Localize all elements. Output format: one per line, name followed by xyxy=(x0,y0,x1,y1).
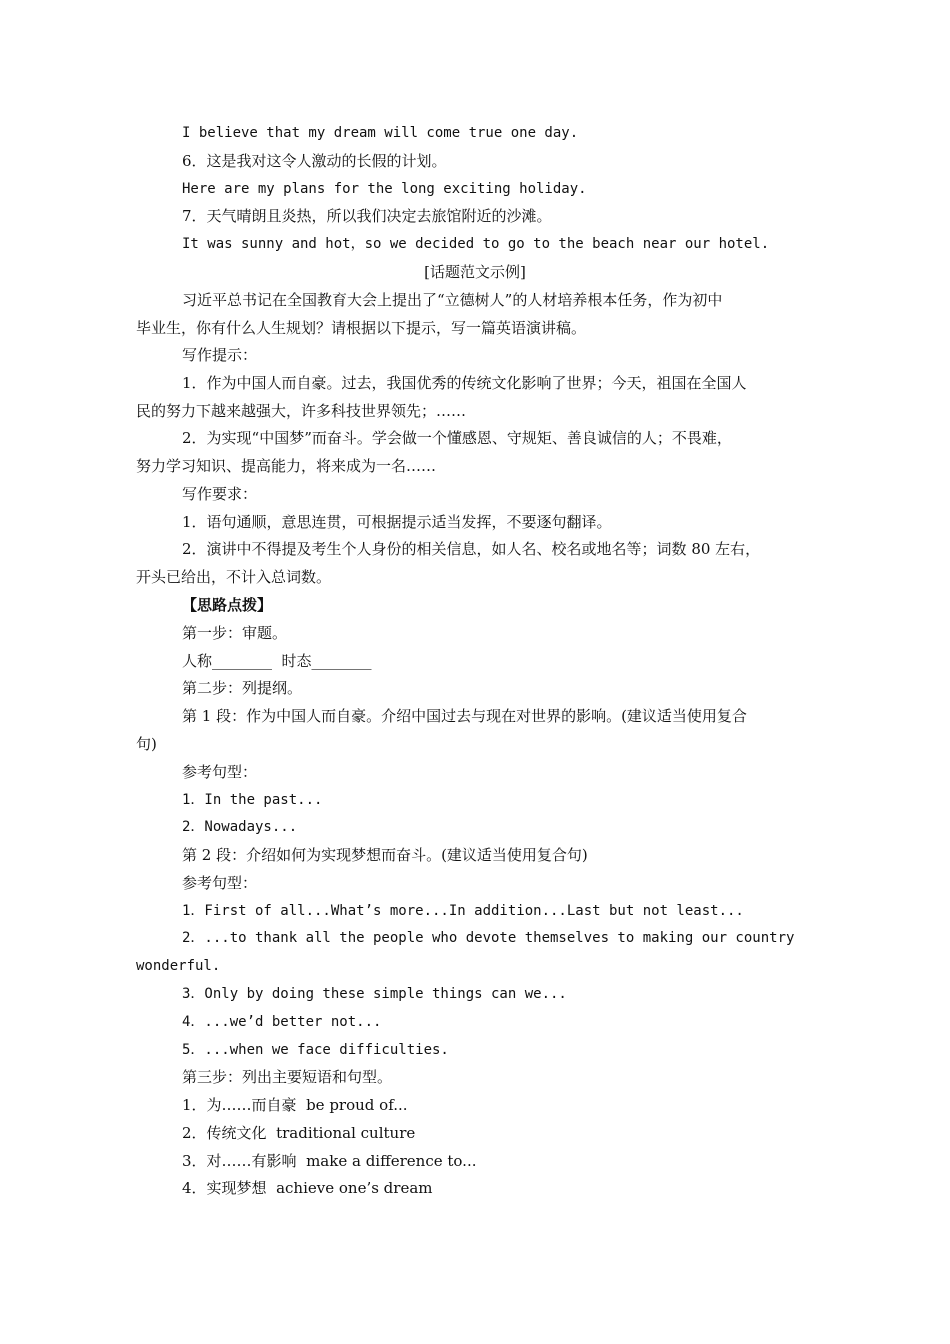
text-line: 1．In the past... xyxy=(182,792,323,808)
text-line: 参考句型： xyxy=(182,874,258,892)
text-line: 写作要求： xyxy=(182,485,258,503)
text-line: 第 2 段：介绍如何为实现梦想而奋斗。(建议适当使用复合句) xyxy=(182,846,588,864)
text-line: 1．First of all...What’s more...In addition...Last but not least... xyxy=(182,903,744,919)
text-line: 2．Nowadays... xyxy=(182,819,298,835)
text-line: 第 1 段：作为中国人而自豪。介绍中国过去与现在对世界的影响。(建议适当使用复合 xyxy=(182,707,747,725)
text-line: 1．语句通顺，意思连贯，可根据提示适当发挥，不要逐句翻译。 xyxy=(182,513,612,531)
text-line: 句) xyxy=(136,735,157,753)
text-line: wonderful. xyxy=(136,958,221,974)
text-line: 3．对……有影响 make a difference to... xyxy=(182,1152,477,1170)
section-label: 【思路点拨】 xyxy=(182,596,273,614)
text-line: Here are my plans for the long exciting holiday. xyxy=(182,181,587,197)
text-line: 4．实现梦想 achieve one’s dream xyxy=(182,1179,433,1197)
text-line: 6．这是我对这令人激动的长假的计划。 xyxy=(182,152,447,170)
text-line: 2．传统文化 traditional culture xyxy=(182,1124,416,1142)
text-line: 第二步：列提纲。 xyxy=(182,679,303,697)
text-line: 7．天气晴朗且炎热，所以我们决定去旅馆附近的沙滩。 xyxy=(182,207,552,225)
text-line: 2．...to thank all the people who devote themselves to making our country xyxy=(182,930,795,946)
text-line: 参考句型： xyxy=(182,763,258,781)
text-line: 习近平总书记在全国教育大会上提出了“立德树人”的人材培养根本任务，作为初中 xyxy=(182,291,723,309)
text-line: 第一步：审题。 xyxy=(182,624,288,642)
text-line: 毕业生，你有什么人生规划？请根据以下提示，写一篇英语演讲稿。 xyxy=(136,319,587,337)
text-line: I believe that my dream will come true one day. xyxy=(182,125,579,141)
section-heading: [话题范文示例] xyxy=(424,263,526,281)
text-line: 2．为实现“中国梦”而奋斗。学会做一个懂感恩、守规矩、善良诚信的人；不畏难， xyxy=(182,429,732,447)
text-line: 5．...when we face difficulties. xyxy=(182,1042,449,1058)
text-line: 2．演讲中不得提及考生个人身份的相关信息，如人名、校名或地名等；词数 80 左右， xyxy=(182,540,761,558)
fill-blank-line: 人称________ 时态________ xyxy=(182,652,372,670)
text-line: 开头已给出，不计入总词数。 xyxy=(136,568,332,586)
text-line: 3．Only by doing these simple things can we... xyxy=(182,986,567,1002)
text-line: 努力学习知识、提高能力，将来成为一名…… xyxy=(136,457,437,475)
text-line: 第三步：列出主要短语和句型。 xyxy=(182,1068,393,1086)
text-line: It was sunny and hot，so we decided to go to the beach near our hotel. xyxy=(182,236,770,252)
text-line: 1．为……而自豪 be proud of... xyxy=(182,1096,408,1114)
text-line: 写作提示： xyxy=(182,346,258,364)
text-line: 4．...we’d better not... xyxy=(182,1014,382,1030)
text-line: 民的努力下越来越强大，许多科技世界领先；…… xyxy=(136,402,467,420)
text-line: 1．作为中国人而自豪。过去，我国优秀的传统文化影响了世界；今天，祖国在全国人 xyxy=(182,374,747,392)
